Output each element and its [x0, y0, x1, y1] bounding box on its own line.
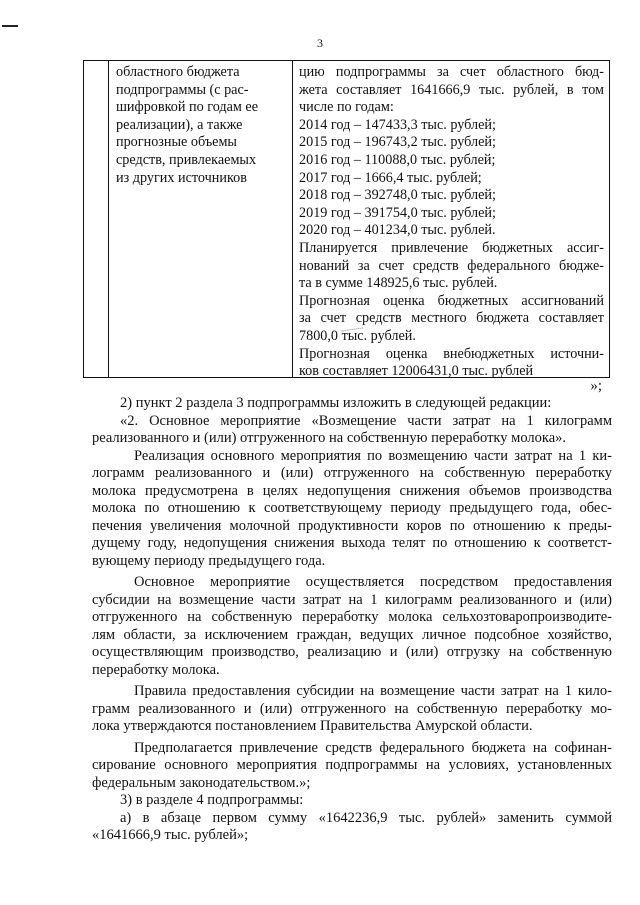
- quote-close: »;: [590, 378, 602, 394]
- table-label-line: областного бюджета: [116, 64, 240, 80]
- table-border-col2: [292, 61, 293, 377]
- table-content-line: цию подпрограммы за счет областного бюд-: [299, 64, 604, 80]
- table-content-line: 2020 год – 401234,0 тыс. рублей.: [299, 222, 496, 239]
- table-content-line: Прогнозная оценка внебюджетных источни-: [299, 345, 604, 362]
- paragraph-line: Реализация основного мероприятия по возмещению части затрат на 1 ки-: [134, 447, 612, 464]
- paragraph-line: печения увеличения молочной продуктивности коров по отношению к преды-: [92, 517, 612, 534]
- table-content-line: 2016 год – 110088,0 тыс. рублей;: [299, 151, 496, 168]
- paragraph-line: молока по отношению к соответствующему периоду предыдущего года, обес-: [92, 500, 612, 516]
- table-content-line: 2018 год – 392748,0 тыс. рублей;: [299, 187, 496, 204]
- table-border-col1: [108, 61, 109, 377]
- table-content-line: нований за счет средств федерального бюдже-: [299, 257, 604, 274]
- table-content-line: 2019 год – 391754,0 тыс. рублей;: [299, 204, 496, 221]
- table-content-line: Прогнозная оценка бюджетных ассигнований: [299, 292, 604, 309]
- paragraph-line: 2) пункт 2 раздела 3 подпрограммы изложить в следующей редакции:: [120, 395, 552, 411]
- paragraph-line: сирование основного мероприятия подпрограммы на условиях, установленных: [92, 757, 612, 773]
- paragraph-line: осуществляющим производство, реализацию и (или) отгрузку на собственную: [92, 644, 612, 660]
- table-label-line: прогнозные объемы: [116, 134, 237, 151]
- table-content-line: Планируется привлечение бюджетных ассиг-: [299, 239, 604, 256]
- table-label-line: реализации), а также: [116, 116, 243, 133]
- funding-table: [83, 60, 610, 378]
- paragraph-line: отгруженного на собственную переработку молока сельхозтоваропроизводите-: [92, 609, 612, 625]
- table-border-right: [609, 61, 610, 377]
- table-cell-content: [299, 64, 604, 381]
- paragraph-line: лока утверждаются постановлением Правительства Амурской области.: [92, 718, 533, 734]
- paragraph-line: вующему периоду предыдущего года.: [92, 552, 326, 569]
- document-body: [92, 395, 612, 845]
- paragraph-line: переработку молока.: [92, 661, 220, 678]
- table-label-line: средств, привлекаемых: [116, 151, 257, 168]
- table-content-line: 2014 год – 147433,3 тыс. рублей;: [299, 116, 496, 133]
- table-label-line: подпрограммы (с рас-: [116, 81, 249, 98]
- table-label-line: шифровкой по годам ее: [116, 99, 259, 116]
- paragraph-line: федеральным законодательством.»;: [92, 774, 311, 791]
- paragraph-line: Основное мероприятие осуществляется посредством предоставления: [134, 574, 612, 590]
- paragraph-line: лограмм реализованного и (или) отгруженного на собственную переработку: [92, 465, 612, 481]
- table-content-line: 2015 год – 196743,2 тыс. рублей;: [299, 134, 496, 151]
- paragraph-line: молока предусмотрена в целях недопущения снижения объемов производства: [92, 482, 612, 499]
- paragraph-line: Правила предоставления субсидии на возмещение части затрат на 1 кило-: [134, 683, 612, 699]
- table-content-line: ков составляет 12006431,0 тыс. рублей: [299, 363, 534, 380]
- paragraph-line: реализованного и (или) отгруженного на собственную переработку молока».: [92, 430, 567, 446]
- paragraph-line: лям области, за исключением граждан, ведущих личное подсобное хозяйство,: [92, 626, 612, 643]
- table-border-left: [83, 61, 84, 377]
- table-label-line: из других источников: [116, 169, 247, 186]
- paragraph-line: а) в абзаце первом сумму «1642236,9 тыс. рублей» заменить суммой: [120, 809, 612, 826]
- table-content-line: 7800,0 тыс. рублей.: [299, 327, 416, 344]
- table-content-line: за счет средств местного бюджета составляет: [299, 310, 604, 327]
- paragraph-line: субсидии на возмещение части затрат на 1 килограмм реализованного и (или): [92, 591, 612, 608]
- paragraph-line: дущему году, недопущения снижения выхода телят по отношению к соответст-: [92, 535, 612, 551]
- paragraph-line: грамм реализованного и (или) отгруженного на собственную переработку мо-: [92, 700, 612, 717]
- paragraph-line: Предполагается привлечение средств федерального бюджета на софинан-: [134, 739, 612, 756]
- table-content-line: числе по годам:: [299, 99, 394, 116]
- page-number: 3: [317, 36, 323, 50]
- paragraph-line: «2. Основное мероприятие «Возмещение части затрат на 1 килограмм: [120, 412, 612, 429]
- table-cell-label: [116, 64, 286, 187]
- table-content-line: 2017 год – 1666,4 тыс. рублей;: [299, 169, 482, 186]
- table-content-line: жета составляет 1641666,9 тыс. рублей, в том: [299, 81, 604, 98]
- scan-mark: [2, 25, 18, 27]
- paragraph-line: 3) в разделе 4 подпрограммы:: [120, 792, 304, 808]
- table-content-line: та в сумме 148925,6 тыс. рублей.: [299, 275, 498, 292]
- paragraph-line: «1641666,9 тыс. рублей»;: [92, 827, 249, 843]
